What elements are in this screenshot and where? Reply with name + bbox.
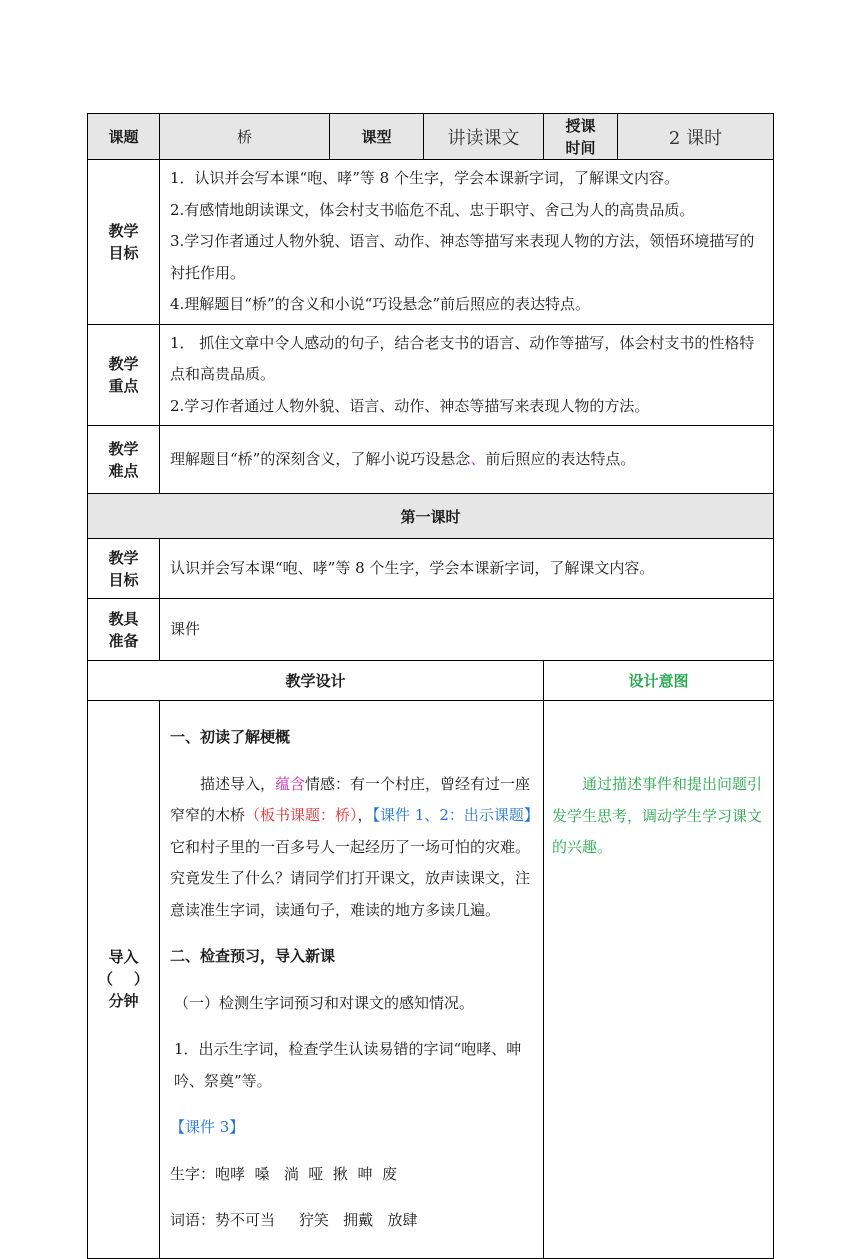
intro-label-line2: （ ） [98,970,149,989]
courseware-note: 【课件 1、2：出示课题】 [372,806,539,824]
goal-item: 3.学习作者通过人物外貌、语言、动作、神态等描写来表现人物的方法，领悟环境描写的衬托作用。 [170,232,755,282]
lesson-plan-table [87,113,774,1259]
lesson-plan-document [87,113,773,1259]
intro-label-line1: 导入 [108,948,139,967]
lesson1-goal-content: 认识并会写本课“咆、哮”等 8 个生字，学会本课新字词，了解课文内容。 [160,539,774,599]
words-line: 词语：势不可当 狞笑 拥戴 放肆 [170,1211,418,1229]
design-body-row [88,701,774,1259]
item1: 1．出示生字词，检查学生认读易错的字词“咆哮、呻吟、祭奠”等。 [174,1040,522,1090]
design-content [160,701,544,1259]
hours-label-line1: 授课 [565,116,596,135]
subsection1: （一）检测生字词预习和对课文的感知情况。 [174,993,475,1012]
lesson1-prep-content: 课件 [160,599,774,661]
hours-label [544,114,618,160]
lesson1-prep-label-line2: 准备 [108,631,139,650]
lesson1-goal-label-line1: 教学 [108,548,139,567]
key-point-item: 1． 抓住文章中令人感动的句子，结合老支书的语言、动作等描写，体会村支书的性格特点和高贵品质。 [170,333,755,383]
goals-label-line2: 目标 [108,243,139,262]
hours-value: 2 课时 [618,114,774,160]
key-points-content [160,324,774,426]
key-points-label [88,324,160,426]
lesson1-goal-row [88,539,774,599]
key-point-item: 2.学习作者通过人物外貌、语言、动作、神态等描写来表现人物的方法。 [170,396,650,415]
goal-item: 1．认识并会写本课“咆、哮”等 8 个生字，学会本课新字词，了解课文内容。 [170,169,679,187]
lesson1-goal-label-line2: 目标 [108,570,139,589]
lesson1-title: 第一课时 [88,494,774,539]
intent-header: 设计意图 [544,661,774,701]
type-label: 课型 [330,114,424,160]
difficulties-label-line2: 难点 [108,461,139,480]
lesson1-prep-label [88,599,160,661]
difficulties-text: 理解题目“桥”的深刻含义，了解小说巧设悬念 [170,449,471,468]
intro-label-line3: 分钟 [108,992,139,1011]
lesson1-goal-label [88,539,160,599]
type-value: 讲读课文 [424,114,544,160]
difficulties-label-line1: 教学 [108,439,139,458]
course-label: 课题 [88,114,160,160]
courseware3-note: 【课件 3】 [170,1118,245,1136]
goals-content [160,160,774,325]
goals-label [88,160,160,325]
section1-paragraph: 描述导入，蕴含情感：有一个村庄，曾经有过一座窄窄的木桥（板书课题：桥），【课件 1、2：出示课题】它和村子里的一百多号人一起经历了一场可怕的灾难。究竟发生了什么？请同学们打开课文，放声读课文，注意读准生字词，读通句子，难读的地方多读几遍。 [170,774,539,919]
lesson1-prep-label-line1: 教具 [108,609,139,628]
lesson1-title-row [88,494,774,539]
section1-title: 一、初读了解梗概 [170,728,291,746]
difficulties-text-end: 前后照应的表达特点。 [485,449,636,468]
board-note: （板书课题：桥） [245,806,358,824]
goal-item: 4.理解题目“桥”的含义和小说“巧设悬念”前后照应的表达特点。 [170,295,590,313]
design-header-row [88,661,774,701]
key-points-row [88,324,774,426]
hours-label-line2: 时间 [565,138,596,157]
difficulties-row [88,426,774,494]
intent-content [544,701,774,1259]
lesson1-prep-row [88,599,774,661]
key-points-label-line1: 教学 [108,354,139,373]
intent-text: 通过描述事件和提出问题引发学生思考，调动学生学习课文的兴趣。 [552,775,763,856]
difficulties-separator: 、 [470,449,486,468]
header-row [88,114,774,160]
intro-label [88,701,160,1259]
difficulties-label [88,426,160,494]
goals-label-line1: 教学 [108,221,139,240]
difficulties-content [160,426,774,494]
goals-row [88,160,774,325]
section2-title: 二、检查预习，导入新课 [170,947,336,965]
goal-item: 2.有感情地朗读课文，体会村支书临危不乱、忠于职守、舍己为人的高贵品质。 [170,200,695,219]
design-header: 教学设计 [88,661,544,701]
course-value: 桥 [160,114,330,160]
key-points-label-line2: 重点 [108,376,139,395]
chars-line: 生字：咆哮 嗓 淌 哑 揪 呻 废 [170,1164,397,1183]
